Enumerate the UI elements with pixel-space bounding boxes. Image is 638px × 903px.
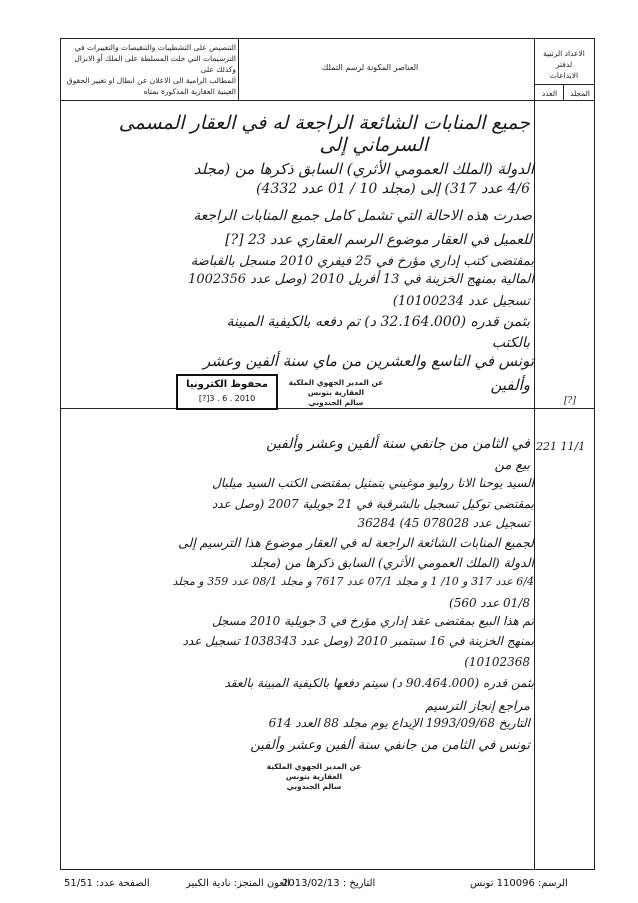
entry2-line-12: بثمن قدره (90.464.000 د) سيتم دفعها بالكيفية المبينة بالعقد — [224, 676, 534, 690]
footer-awn: العون المنجز: نادية الكبير — [186, 878, 290, 889]
footer-tarikh: التاريخ : 2013/02/13 — [282, 878, 376, 889]
header-tansis-line2: الترسيمات التي حلت المسلطة على الملك أو الانزال وكذلك على — [74, 54, 236, 74]
entry2-signature-line3: سالم الجندوبي — [286, 782, 342, 791]
header-mujallad: المجلد — [570, 89, 590, 98]
entry2-line-5: لجميع المنابات الشائعة الراجعة له في العقار موضوع هذا الترسيم إلى — [178, 535, 534, 550]
header-adad: العدد — [541, 89, 558, 98]
entry1-line-5: صدرت هذه الاحالة التي تشمل كامل جميع المنابات الراجعة — [193, 208, 532, 224]
header-ratib: الاعداد الرتبية — [543, 49, 585, 58]
entry2-line-6: الدولة (الملك العمومي الأثري) السابق ذكرها من (مجلد — [250, 555, 534, 570]
entry1-line-8: المالية بمنهج الخزينة في 13 أفريل 2010 (وصل عدد 1002356 — [188, 272, 534, 287]
entry1-side-mark: [?] — [564, 396, 576, 406]
entry1-line-4: 4/6 عدد 317) إلى (مجلد 10 / 01 عدد 4332) — [256, 181, 530, 197]
entry2-line-1: بيع من — [494, 458, 530, 473]
entry1-line-10: بثمن قدره (32.164.000 د) تم دفعه بالكيفية المبينة — [226, 314, 530, 330]
header-tansis-cell — [62, 42, 236, 97]
entry2-line-8: 01/8 عدد 560) — [449, 596, 530, 610]
header-ida3at: الايداعات — [549, 71, 579, 80]
entry2-line-10: بمنهج الخزينة في 16 سبتمبر 2010 (وصل عدد 1038343 تسجيل عدد — [182, 634, 534, 648]
entry2-number: 221 11/1 — [536, 440, 586, 453]
entry2-line-11: 10102368) — [464, 655, 530, 669]
entry2-line-7: 6/4 عدد 317 و 10/ 1 و مجلد 07/1 عدد 7617 و مجلد 08/1 عدد 359 و مجلد — [172, 575, 534, 588]
header-tansis-line3: المطالب الرامية الى الاعلان عن ابطال او تغيير الحقوق — [66, 76, 236, 85]
header-tansis-line4: العينية العقارية المذكورة بمتاه — [143, 87, 236, 96]
column-divider-right — [534, 38, 535, 870]
entry1-line-3: الدولة (الملك العمومي الأثري) السابق ذكرها من (مجلد — [193, 160, 534, 178]
entry-separator — [60, 408, 595, 409]
entry1-line-11: بالكتب — [491, 335, 530, 351]
header-bottom-line — [60, 100, 595, 101]
header-tansis-line1: التنصيص على التشطيبات والتنقيصات والتغييرات في — [74, 43, 236, 52]
entry2-date-line: في الثامن من جانفي سنة ألفين وعشر وألفين — [266, 436, 530, 452]
footer-safha: الصفحة عدد: 51/51 — [64, 878, 150, 889]
entry1-line-2: السرماني إلى — [319, 134, 428, 156]
header-daftar: لدفتر — [555, 60, 573, 69]
entry1-line-12: تونس في التاسع والعشرين من ماي سنة ألفين وعشر — [203, 352, 534, 370]
entry2-line-15: تونس في الثامن من جانفي سنة ألفين وعشر وألفين — [250, 738, 530, 753]
entry2-line-9: تم هذا البيع بمقتضى عقد إداري مؤرخ في 3 جويلية 2010 مسجل — [211, 614, 534, 628]
entry2-line-3: بمقتضى توكيل تسجيل بالشرقية في 21 جويلية 2007 (وصل عدد — [211, 497, 534, 511]
entry1-signature-stamp — [286, 378, 386, 408]
entry2-line-14: التاريخ 1993/09/68 الإيداع يوم مجلد 88 العدد 614 — [268, 716, 530, 730]
entry1-signature-line2: العقارية بتونس — [307, 388, 365, 397]
entry1-signature-line1: عن المدير الجهوي الملكية — [288, 378, 384, 387]
archive-stamp — [176, 374, 278, 410]
entry1-line-9: تسجيل عدد 10100234) — [392, 294, 530, 309]
subheader-line — [534, 84, 595, 85]
entry1-signature-line3: سالم الجندوبي — [308, 398, 364, 407]
entry2-line-13: مراجع إنجاز الترسيم — [425, 698, 530, 713]
archive-stamp-title: محفوظ الكترونيا — [186, 379, 268, 390]
column-divider-subheader — [563, 84, 564, 100]
entry2-line-2: السيد يوحنا الانا روليو موغيني بتمثيل بمقتضى الكتب السيد ميلبال — [212, 476, 534, 490]
column-divider-left-header — [238, 38, 239, 100]
entry1-line-7: بمقتضى كتب إداري مؤرخ في 25 فيفري 2010 مسجل بالقباضة — [190, 254, 534, 269]
entry2-signature-stamp — [262, 762, 366, 792]
header-ratib-cell — [536, 48, 592, 81]
entry1-line-13: وألفين — [490, 376, 530, 394]
entry2-signature-line1: عن المدير الجهوي الملكية — [266, 762, 362, 771]
entry1-line-1: جميع المنابات الشائعة الراجعة له في العقار المسمى — [118, 112, 530, 134]
entry2-line-4: تسجيل عدد 078028 45) 36284 — [357, 516, 530, 530]
entry1-line-6: للعميل في العقار موضوع الرسم العقاري عدد 23 [?] — [225, 232, 532, 248]
header-anasir: العناصر المكونة لرسم التملك — [321, 63, 419, 72]
archive-stamp-date: 2010 . 6 . 3[?] — [198, 394, 256, 403]
footer-rasm: الرسم: 110096 تونس — [470, 878, 568, 889]
entry2-signature-line2: العقارية بتونس — [285, 772, 343, 781]
